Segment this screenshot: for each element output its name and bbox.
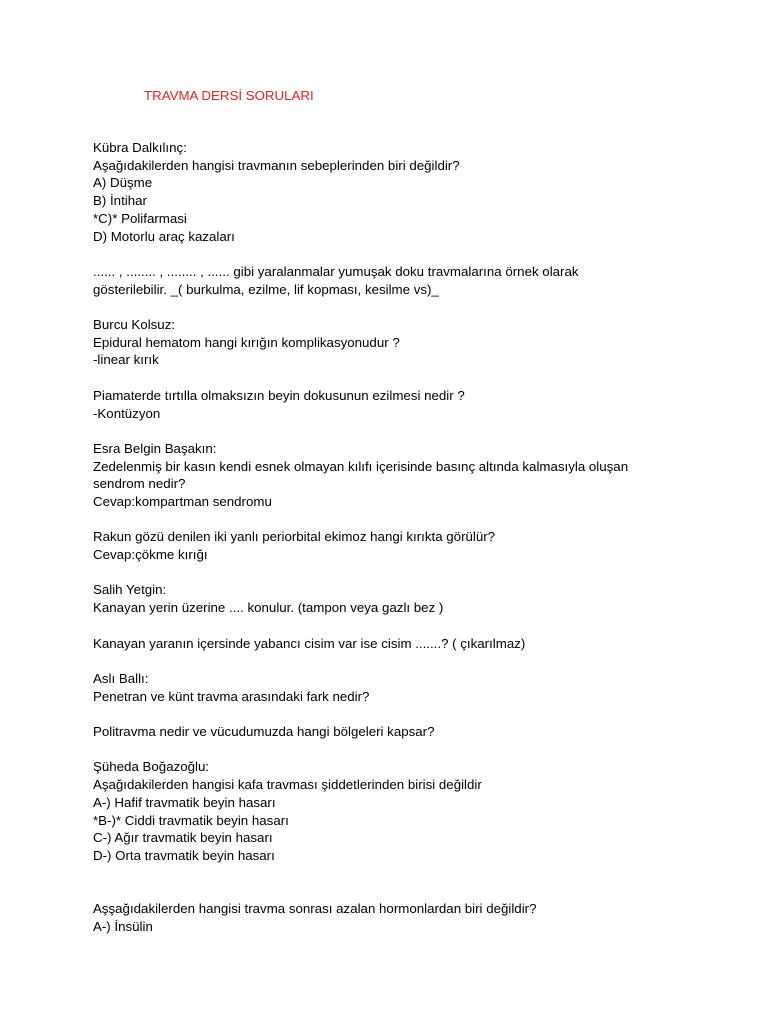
- document-title: TRAVMA DERSİ SORULARI: [144, 88, 314, 103]
- answer-option: *B-)* Ciddi travmatik beyin hasarı: [93, 812, 289, 828]
- question-text: Zedelenmiş bir kasın kendi esnek olmayan kılıfı içerisinde basınç altında kalmasıyla oluşan: [93, 458, 629, 474]
- question-text: Aşağıdakilerden hangisi travmanın sebeplerinden biri değildir?: [93, 157, 460, 173]
- answer-option: B) İntihar: [93, 193, 147, 209]
- answer-text: Cevap:kompartman sendromu: [93, 494, 272, 509]
- author-name: Aslı Ballı:: [93, 670, 149, 686]
- question-text: sendrom nedir?: [93, 476, 186, 492]
- answer-option: A-) Hafif travmatik beyin hasarı: [93, 794, 276, 810]
- author-name: Salih Yetgin:: [93, 582, 167, 598]
- question-text: Piamaterde tırtılla olmaksızın beyin dokusunun ezilmesi nedir ?: [93, 387, 465, 403]
- question-text: Epidural hematom hangi kırığın komplikasyonudur ?: [93, 334, 400, 350]
- question-text: Aşağıdakilerden hangisi kafa travması şiddetlerinden birisi değildir: [93, 777, 482, 793]
- answer-option: *C)* Polifarmasi: [93, 210, 187, 226]
- question-text: Penetran ve künt travma arasındaki fark nedir?: [93, 688, 370, 704]
- answer-option: C-) Ağır travmatik beyin hasarı: [93, 830, 273, 846]
- answer-option: A) Düşme: [93, 175, 153, 191]
- answer-option: D-) Orta travmatik beyin hasarı: [93, 847, 275, 863]
- author-name: Kübra Dalkılınç:: [93, 140, 187, 155]
- question-text: Kanayan yaranın içersinde yabancı cisim var ise cisim .......? ( çıkarılmaz): [93, 635, 526, 651]
- author-name: Şüheda Boğazoğlu:: [93, 759, 210, 775]
- answer-text: -linear kırık: [93, 352, 159, 368]
- answer-option: D) Motorlu araç kazaları: [93, 228, 235, 244]
- question-text: Rakun gözü denilen iki yanlı periorbital ekimoz hangi kırıkta görülür?: [93, 529, 496, 545]
- question-text: gösterilebilir. _( burkulma, ezilme, lif kopması, kesilme vs)_: [93, 281, 439, 297]
- answer-option: A-) İnsülin: [93, 918, 153, 934]
- question-text: Aşşağıdakilerden hangisi travma sonrası azalan hormonlardan biri değildir?: [93, 901, 537, 917]
- document-body: [93, 139, 693, 935]
- answer-text: Cevap:çökme kırığı: [93, 547, 208, 563]
- author-name: Burcu Kolsuz:: [93, 317, 176, 332]
- question-text: Politravma nedir ve vücudumuzda hangi bölgeleri kapsar?: [93, 724, 435, 740]
- question-text: Kanayan yerin üzerine .... konulur. (tampon veya gazlı bez ): [93, 600, 444, 616]
- question-text: ...... , ........ , ........ , ...... gibi yaralanmalar yumuşak doku travmalarına örnek olarak: [93, 263, 579, 279]
- author-name: Esra Belgin Başakın:: [93, 440, 217, 456]
- answer-text: -Kontüzyon: [93, 405, 161, 421]
